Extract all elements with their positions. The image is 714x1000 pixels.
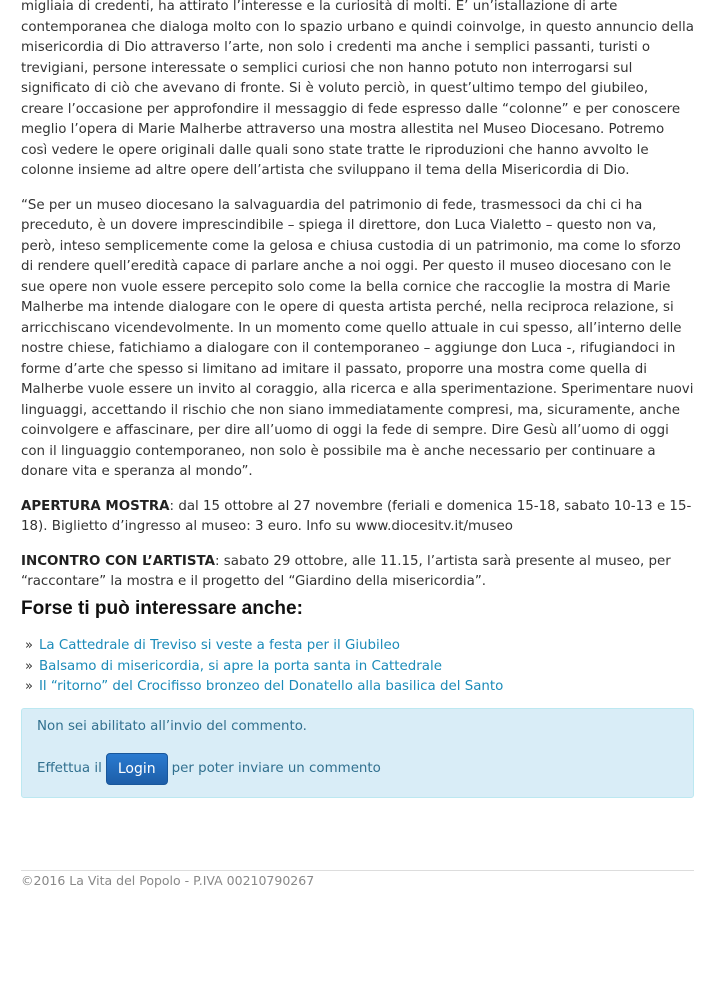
chevron-right-icon: » xyxy=(25,638,33,653)
login-prompt-prefix: Effettua il xyxy=(37,761,102,776)
related-articles-title: Forse ti può interessare anche: xyxy=(21,598,303,619)
chevron-right-icon: » xyxy=(25,679,33,694)
list-item xyxy=(25,677,503,698)
article-paragraph: migliaia di credenti, ha attirato l’interesse e la curiosità di molti. E’ un’istallazione di arte contemporanea che dialoga molto con lo spazio urbano e quindi coinvolge, in questo annuncio della misericordia di Dio attraverso l’arte, non solo i credenti ma anche i semplici passanti, turisti o trevigiani, persone interessate o semplici curiosi che non hanno potuto non interrogarsi sul significato di ciò che avevano di fronte. Si è voluto perciò, in quest’ultimo tempo del giubileo, creare l’occasione per approfondire il messaggio di fede espresso dalle “colonne” e per conoscere meglio l’opera di Marie Malherbe attraverso una mostra allestita nel Museo Diocesano. Potremo così vedere le opere originali dalle quali sono state tratte le riproduzioni che hanno avvolto le colonne insieme ad altre opere dell’artista che sviluppano il tema della Misericordia di Dio. xyxy=(21,0,694,178)
exhibition-opening-info xyxy=(21,497,694,538)
artist-meeting-text: : sabato 29 ottobre, alle 11.15, l’artista sarà presente al museo, per “raccontare” la mostra e il progetto del “Giardino della misericordia”. xyxy=(21,553,671,589)
related-link-2[interactable]: Balsamo di misericordia, si apre la porta santa in Cattedrale xyxy=(38,658,442,674)
comment-notice-box xyxy=(21,708,694,798)
list-item xyxy=(25,636,503,657)
login-prompt-suffix: per poter inviare un commento xyxy=(171,761,381,776)
related-articles-list xyxy=(25,636,503,698)
exhibition-opening-text: : dal 15 ottobre al 27 novembre (feriali e domenica 15-18, sabato 10-13 e 15-18). Biglietto d’ingresso al museo: 3 euro. Info su www.diocesitv.it/museo xyxy=(21,498,692,534)
article-content xyxy=(21,0,694,888)
related-link-1[interactable]: La Cattedrale di Treviso si veste a festa per il Giubileo xyxy=(38,638,400,653)
login-button[interactable]: Login xyxy=(106,753,168,785)
artist-meeting-info xyxy=(21,552,694,593)
footer-copyright: ©2016 La Vita del Popolo - P.IVA 00210790267 xyxy=(21,873,315,888)
comment-disabled-notice: Non sei abilitato all’invio del commento. xyxy=(37,719,307,734)
login-prompt xyxy=(37,753,381,785)
exhibition-opening-label: APERTURA MOSTRA xyxy=(21,498,170,514)
list-item xyxy=(25,657,503,678)
article-paragraph-quote: “Se per un museo diocesano la salvaguardia del patrimonio di fede, trasmessoci da chi ci ha preceduto, è un dovere imprescindibile – spiega il direttore, don Luca Vialetto – questo non va, però, inteso semplicemente come la gelosa e chiusa custodia di un patrimonio, ma come lo sforzo di rendere quell’eredità capace di parlare anche a noi oggi. Per questo il museo diocesano con le sue opere non vuole essere percepito solo come la bella cornice che raccoglie la mostra di Marie Malherbe ma intende dialogare con le opere di questa artista perché, nella reciproca relazione, si arricchiscano vicendevolmente. In un momento come quello attuale in cui spesso, all’interno delle nostre chiese, fatichiamo a dialogare con il contemporaneo – aggiunge don Luca -, rifugiandoci in forme d’arte che spesso si limitano ad imitare il passato, proporre una mostra come quella di Malherbe vuole essere un invito al coraggio, alla ricerca e alla sperimentazione. Sperimentare nuovi linguaggi, accettando il rischio che non siano immediatamente compresi, ma, sicuramente, anche coinvolgere e affascinare, per dire all’uomo di oggi la fede di sempre. Dire Gesù all’uomo di oggi con il linguaggio contemporaneo, non solo è possibile ma è anche necessario per continuare a donare vita e speranza al mondo”. xyxy=(21,197,694,479)
related-link-3[interactable]: Il “ritorno” del Crocifisso bronzeo del Donatello alla basilica del Santo xyxy=(38,679,504,694)
chevron-right-icon: » xyxy=(25,658,33,674)
artist-meeting-label: INCONTRO CON L’ARTISTA xyxy=(21,553,216,569)
